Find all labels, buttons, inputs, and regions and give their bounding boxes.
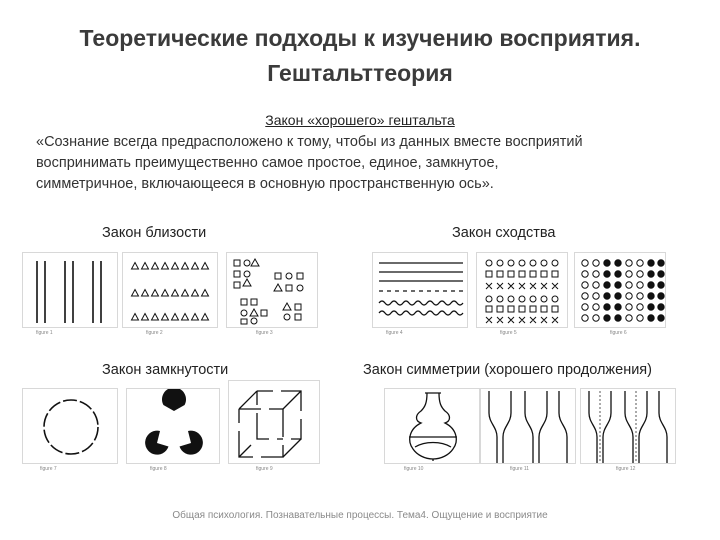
slide-title-line1: Теоретические подходы к изучению восприятия. — [79, 25, 641, 51]
partial-cube-illustration — [229, 381, 321, 465]
figure-similarity-lines — [372, 252, 468, 328]
label-closure: Закон замкнутости — [102, 362, 229, 378]
label-proximity: Закон близости — [102, 225, 207, 241]
figure-closure-cube — [228, 380, 320, 464]
quote-line: симметричное, включающееся в основную пространственную ось». — [36, 176, 494, 192]
curved-columns-illustration — [481, 389, 577, 465]
figure-closure-pacman — [126, 388, 220, 464]
caption-figure-8: figure 8 — [150, 466, 167, 472]
figure-closure-circle — [22, 388, 118, 464]
caption-figure-11: figure 11 — [510, 466, 530, 472]
quote-line: воспринимать преимущественно самое простое, единое, замкнутое, — [36, 155, 499, 171]
quote-block — [36, 132, 696, 195]
figure-similarity-dots — [574, 252, 666, 328]
caption-figure-1: figure 1 — [36, 330, 53, 336]
quote-line: «Сознание всегда предрасположено к тому, чтобы из данных вместе восприятий — [36, 134, 583, 150]
figure-symmetry-vase — [384, 388, 480, 464]
caption-figure-6: figure 6 — [610, 330, 627, 336]
figure-proximity-lines — [22, 252, 118, 328]
figure-proximity-triangles — [122, 252, 218, 328]
caption-figure-2: figure 2 — [146, 330, 163, 336]
similar-lines-illustration — [373, 253, 469, 329]
caption-figure-10: figure 10 — [404, 466, 424, 472]
label-symmetry: Закон симметрии (хорошего продолжения) — [363, 362, 652, 378]
label-similarity: Закон сходства — [452, 225, 556, 241]
triangles-illustration — [123, 253, 219, 329]
figure-similarity-symbols — [476, 252, 568, 328]
caption-figure-12: figure 12 — [616, 466, 636, 472]
caption-figure-7: figure 7 — [40, 466, 57, 472]
mixed-shapes-illustration — [227, 253, 319, 329]
figure-symmetry-columns-b — [580, 388, 676, 464]
dotted-columns-illustration — [581, 389, 677, 465]
vase-illustration — [385, 389, 481, 465]
similar-dots-illustration — [575, 253, 667, 329]
slide-footer: Общая психология. Познавательные процессы. Тема4. Ощущение и восприятие — [172, 510, 548, 521]
caption-figure-5: figure 5 — [500, 330, 517, 336]
caption-figure-3: figure 3 — [256, 330, 273, 336]
dashed-circle-illustration — [23, 389, 119, 465]
similar-symbols-illustration — [477, 253, 569, 329]
vertical-lines-illustration — [23, 253, 119, 329]
figure-proximity-mixed — [226, 252, 318, 328]
caption-figure-4: figure 4 — [386, 330, 403, 336]
figure-symmetry-columns-a — [480, 388, 576, 464]
law-subtitle: Закон «хорошего» гештальта — [265, 112, 455, 128]
caption-figure-9: figure 9 — [256, 466, 273, 472]
slide-title-line2: Гештальттеория — [267, 60, 453, 86]
illusory-triangle-illustration — [127, 389, 221, 465]
